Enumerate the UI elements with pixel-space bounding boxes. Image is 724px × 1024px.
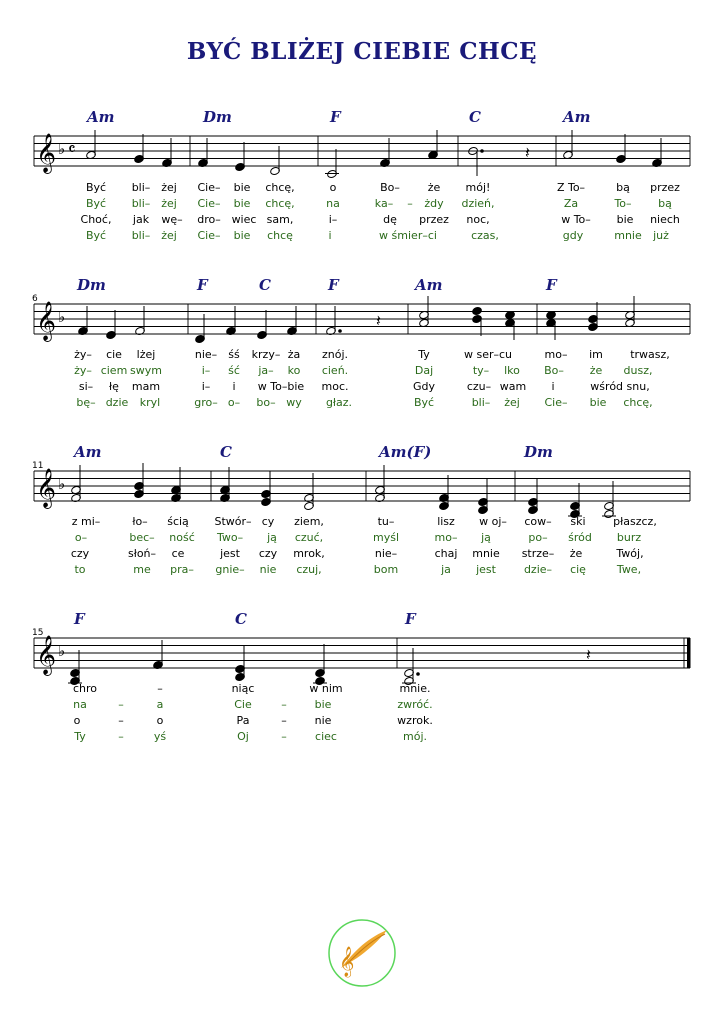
lyric-syllable: ży–	[74, 348, 92, 361]
lyric-syllable: swym	[130, 364, 162, 377]
quarter-rest-icon: 𝄽	[525, 143, 530, 162]
lyric-syllable: kryl	[139, 396, 161, 409]
lyric-syllable: –	[281, 730, 287, 743]
lyric-syllable: czuć,	[294, 531, 324, 544]
lyric-syllable: w oj–	[479, 515, 507, 528]
flat-sign-icon: ♭	[58, 308, 66, 326]
measure-number: 6	[32, 294, 38, 304]
lyric-verse-4	[0, 396, 724, 412]
lyric-verse-4	[0, 730, 724, 746]
lyric-syllable: ciem	[100, 364, 128, 377]
lyric-syllable: mój.	[403, 730, 427, 743]
lyric-syllable: pra–	[170, 563, 194, 576]
lyric-syllable: bom	[373, 563, 399, 576]
lyric-syllable: z mi–	[71, 515, 101, 528]
lyric-syllable: wam	[499, 380, 527, 393]
treble-clef-icon: 𝄞	[36, 301, 57, 341]
music-staff	[0, 128, 724, 188]
lyric-syllable: żej	[161, 197, 177, 210]
lyric-syllable: ścią	[167, 515, 189, 528]
lyric-syllable: gdy	[562, 229, 584, 242]
lyric-verse-3	[0, 547, 724, 563]
lyric-syllable: To–	[614, 197, 632, 210]
lyric-syllable: ty–	[472, 364, 490, 377]
lyric-verse-2	[0, 531, 724, 547]
lyric-syllable: o–	[227, 396, 241, 409]
lyric-syllable: ziem,	[294, 515, 324, 528]
lyric-syllable: si–	[78, 380, 94, 393]
lyric-syllable: czas,	[471, 229, 499, 242]
lyric-syllable: Pa	[236, 714, 250, 727]
lyric-verse-4	[0, 229, 724, 245]
lyric-syllable: nie	[314, 714, 332, 727]
lyric-syllable: niąc	[231, 682, 255, 695]
lyric-syllable: Być	[85, 181, 107, 194]
lyric-syllable: o–	[74, 531, 88, 544]
lyric-syllable: strze–	[521, 547, 555, 560]
lyric-syllable: w nim	[309, 682, 343, 695]
lyric-syllable: niech	[650, 213, 680, 226]
lyric-syllable: i	[232, 380, 236, 393]
lyric-syllable: gnie–	[215, 563, 245, 576]
music-staff	[0, 463, 724, 523]
lyric-syllable: ja–	[258, 364, 274, 377]
lyric-syllable: –	[407, 197, 413, 210]
lyric-syllable: bą	[616, 181, 630, 194]
lyric-verse-3	[0, 714, 724, 730]
lyric-syllable: ność	[169, 531, 195, 544]
lyric-verse-1	[0, 515, 724, 531]
chord-label: F	[328, 276, 339, 294]
lyric-syllable: myśl	[372, 531, 400, 544]
lyric-syllable: przez	[419, 213, 449, 226]
lyric-syllable: bie	[233, 197, 251, 210]
chord-label: Am	[87, 108, 115, 126]
lyric-syllable: wę–	[161, 213, 183, 226]
lyric-syllable: wzrok.	[397, 714, 433, 727]
final-barline	[687, 638, 691, 668]
lyric-syllable: Bo–	[380, 181, 400, 194]
lyric-syllable: i–	[328, 213, 338, 226]
lyric-syllable: w To–	[561, 213, 591, 226]
lyric-verse-1	[0, 181, 724, 197]
lyric-syllable: czy	[70, 547, 90, 560]
lyric-syllable: i–	[201, 364, 211, 377]
lyric-syllable: –	[281, 714, 287, 727]
quarter-rest-icon: 𝄽	[376, 311, 381, 330]
lyric-syllable: ciec	[315, 730, 337, 743]
music-staff	[0, 296, 724, 356]
chord-label: C	[220, 443, 232, 461]
lyric-syllable: chcę,	[623, 396, 653, 409]
lyric-syllable: sam,	[266, 213, 294, 226]
chord-label: Am	[415, 276, 443, 294]
flat-sign-icon: ♭	[58, 140, 66, 158]
lyric-syllable: Z To–	[556, 181, 586, 194]
measure-number: 11	[32, 461, 44, 471]
lyric-verse-1	[0, 682, 724, 698]
lyric-syllable: cię	[570, 563, 586, 576]
lyric-syllable: Cie	[234, 698, 252, 711]
lyric-syllable: lżej	[136, 348, 156, 361]
lyric-syllable: ża	[287, 348, 301, 361]
lyric-syllable: nie–	[194, 348, 218, 361]
lyric-syllable: o	[156, 714, 164, 727]
lyric-syllable: bie	[233, 181, 251, 194]
lyric-syllable: mnie	[472, 547, 500, 560]
chord-label: C	[259, 276, 271, 294]
chord-label: C	[469, 108, 481, 126]
lyric-syllable: bo–	[256, 396, 276, 409]
lyric-syllable: chaj	[434, 547, 458, 560]
lyric-syllable: śród	[568, 531, 592, 544]
lyric-syllable: chcę,	[265, 181, 295, 194]
lyric-syllable: już	[653, 229, 669, 242]
lyric-syllable: lko	[504, 364, 520, 377]
lyric-syllable: me	[133, 563, 151, 576]
lyric-syllable: po–	[528, 531, 548, 544]
lyric-syllable: bie	[589, 396, 607, 409]
lyric-syllable: noc,	[466, 213, 490, 226]
lyric-syllable: bą	[658, 197, 672, 210]
lyric-syllable: dzień,	[461, 197, 495, 210]
lyric-syllable: Ty	[418, 348, 430, 361]
lyric-syllable: Choć,	[80, 213, 112, 226]
lyric-syllable: ło–	[132, 515, 148, 528]
lyric-syllable: Cie–	[197, 181, 221, 194]
lyric-syllable: gro–	[194, 396, 218, 409]
lyric-syllable: Ty	[74, 730, 86, 743]
lyric-syllable: Daj	[414, 364, 434, 377]
chord-label: Dm	[524, 443, 553, 461]
lyric-syllable: burz	[616, 531, 642, 544]
lyric-syllable: głaz.	[325, 396, 353, 409]
lyric-syllable: ka–	[374, 197, 394, 210]
lyric-syllable: mrok,	[293, 547, 325, 560]
svg-text:𝄞: 𝄞	[339, 947, 355, 977]
chord-label: F	[197, 276, 208, 294]
lyric-syllable: Stwór–	[214, 515, 252, 528]
lyric-verse-4	[0, 563, 724, 579]
chord-label: Am	[74, 443, 102, 461]
lyric-syllable: ży–	[74, 364, 92, 377]
lyric-verse-1	[0, 348, 724, 364]
lyric-syllable: i	[551, 380, 555, 393]
lyric-syllable: bli–	[131, 197, 151, 210]
lyric-syllable: Twe,	[616, 563, 642, 576]
chord-label: F	[546, 276, 557, 294]
lyric-syllable: na	[73, 698, 87, 711]
chord-label: Am(F)	[379, 443, 432, 461]
lyric-syllable: dusz,	[623, 364, 653, 377]
lyric-syllable: żdy	[424, 197, 444, 210]
lyric-verse-2	[0, 364, 724, 380]
lyric-syllable: w To–bie	[257, 380, 305, 393]
lyric-syllable: bec–	[129, 531, 155, 544]
lyric-syllable: –	[118, 714, 124, 727]
lyric-syllable: chro	[72, 682, 98, 695]
lyric-syllable: –	[157, 682, 163, 695]
lyric-syllable: Być	[413, 396, 435, 409]
chord-label: Dm	[203, 108, 232, 126]
lyric-syllable: Być	[85, 229, 107, 242]
lyric-syllable: Gdy	[412, 380, 436, 393]
lyric-syllable: bie	[616, 213, 634, 226]
lyric-syllable: mo–	[544, 348, 568, 361]
lyric-syllable: mam	[131, 380, 161, 393]
lyric-syllable: wśród snu,	[590, 380, 650, 393]
lyric-syllable: jest	[220, 547, 240, 560]
lyric-syllable: nie	[259, 563, 277, 576]
lyric-syllable: –	[118, 730, 124, 743]
lyric-syllable: Bo–	[544, 364, 564, 377]
quarter-rest-icon: 𝄽	[586, 645, 591, 664]
song-title: BYĆ BLIŻEJ CIEBIE CHCĘ	[186, 38, 538, 65]
lyric-syllable: bli–	[131, 229, 151, 242]
lyric-syllable: bę–	[76, 396, 96, 409]
treble-clef-icon: 𝄞	[36, 133, 57, 173]
lyric-syllable: nie–	[374, 547, 398, 560]
lyric-verse-2	[0, 698, 724, 714]
lyric-syllable: Two–	[216, 531, 244, 544]
lyric-syllable: przez	[650, 181, 680, 194]
lyric-syllable: chcę,	[265, 197, 295, 210]
treble-clef-icon: 𝄞	[36, 635, 57, 675]
lyric-syllable: mój!	[465, 181, 491, 194]
lyric-syllable: bli–	[471, 396, 491, 409]
chord-label: F	[330, 108, 341, 126]
lyric-syllable: dro–	[197, 213, 221, 226]
lyric-syllable: o	[329, 181, 337, 194]
chord-label: Am	[563, 108, 591, 126]
lyric-syllable: –	[281, 698, 287, 711]
lyric-verse-2	[0, 197, 724, 213]
lyric-syllable: ją	[481, 531, 491, 544]
common-time-icon: 𝄴	[68, 140, 76, 160]
lyric-syllable: –	[118, 698, 124, 711]
lyric-syllable: czu–	[466, 380, 492, 393]
chord-label: F	[405, 610, 416, 628]
lyric-syllable: łę	[109, 380, 119, 393]
lyric-syllable: mnie.	[399, 682, 431, 695]
lyric-syllable: żej	[504, 396, 520, 409]
lyric-syllable: czy	[258, 547, 278, 560]
lyric-syllable: krzy–	[251, 348, 281, 361]
lyric-syllable: a	[156, 698, 164, 711]
lyric-syllable: dzie	[105, 396, 129, 409]
lyric-syllable: tu–	[377, 515, 395, 528]
lyric-syllable: lisz	[437, 515, 455, 528]
lyric-syllable: trwasz,	[630, 348, 670, 361]
lyric-syllable: zwróć.	[397, 698, 433, 711]
lyric-syllable: żej	[161, 181, 177, 194]
lyric-syllable: żej	[161, 229, 177, 242]
lyric-syllable: ski	[570, 515, 586, 528]
measure-number: 15	[32, 628, 44, 638]
flat-sign-icon: ♭	[58, 642, 66, 660]
treble-clef-icon: 𝄞	[36, 468, 57, 508]
lyric-syllable: i–	[201, 380, 211, 393]
flat-sign-icon: ♭	[58, 475, 66, 493]
lyric-syllable: na	[326, 197, 340, 210]
lyric-syllable: że	[569, 547, 583, 560]
lyric-syllable: ść	[228, 364, 240, 377]
lyric-verse-3	[0, 213, 724, 229]
lyric-syllable: wy	[286, 396, 302, 409]
lyric-syllable: bie	[314, 698, 332, 711]
lyric-syllable: Cie–	[197, 197, 221, 210]
lyric-syllable: płaszcz,	[613, 515, 657, 528]
lyric-syllable: Być	[85, 197, 107, 210]
lyric-syllable: w ser–cu	[463, 348, 513, 361]
lyric-syllable: chcę	[267, 229, 293, 242]
chord-label: C	[235, 610, 247, 628]
lyric-syllable: cow–	[524, 515, 552, 528]
lyric-syllable: mo–	[434, 531, 458, 544]
lyric-syllable: moc.	[321, 380, 349, 393]
lyric-verse-3	[0, 380, 724, 396]
lyric-syllable: yś	[153, 730, 167, 743]
lyric-syllable: Twój,	[616, 547, 644, 560]
lyric-syllable: ko	[287, 364, 301, 377]
lyric-syllable: że	[427, 181, 441, 194]
lyric-syllable: dzie–	[523, 563, 553, 576]
lyric-syllable: śś	[228, 348, 240, 361]
lyric-syllable: Cie–	[544, 396, 568, 409]
lyric-syllable: ja	[441, 563, 451, 576]
lyric-syllable: bli–	[131, 181, 151, 194]
lyric-syllable: o	[73, 714, 81, 727]
lyric-syllable: Za	[563, 197, 579, 210]
lyric-syllable: mnie	[614, 229, 642, 242]
lyric-syllable: w śmier–ci	[379, 229, 437, 242]
lyric-syllable: to	[74, 563, 86, 576]
lyric-syllable: bie	[233, 229, 251, 242]
chord-label: F	[74, 610, 85, 628]
lyric-syllable: dę	[383, 213, 397, 226]
music-logo-icon	[327, 918, 397, 988]
lyric-syllable: wiec	[231, 213, 257, 226]
lyric-syllable: Oj	[237, 730, 249, 743]
lyric-syllable: cień.	[321, 364, 349, 377]
lyric-syllable: że	[589, 364, 603, 377]
music-staff	[0, 630, 724, 690]
lyric-syllable: słoń–	[127, 547, 157, 560]
lyric-syllable: ją	[267, 531, 277, 544]
lyric-syllable: i	[328, 229, 332, 242]
lyric-syllable: cy	[261, 515, 275, 528]
chord-label: Dm	[77, 276, 106, 294]
lyric-syllable: znój.	[321, 348, 349, 361]
lyric-syllable: czuj,	[296, 563, 322, 576]
lyric-syllable: Cie–	[197, 229, 221, 242]
lyric-syllable: ce	[171, 547, 185, 560]
lyric-syllable: jak	[132, 213, 150, 226]
lyric-syllable: jest	[476, 563, 496, 576]
lyric-syllable: im	[589, 348, 603, 361]
lyric-syllable: cie	[106, 348, 122, 361]
